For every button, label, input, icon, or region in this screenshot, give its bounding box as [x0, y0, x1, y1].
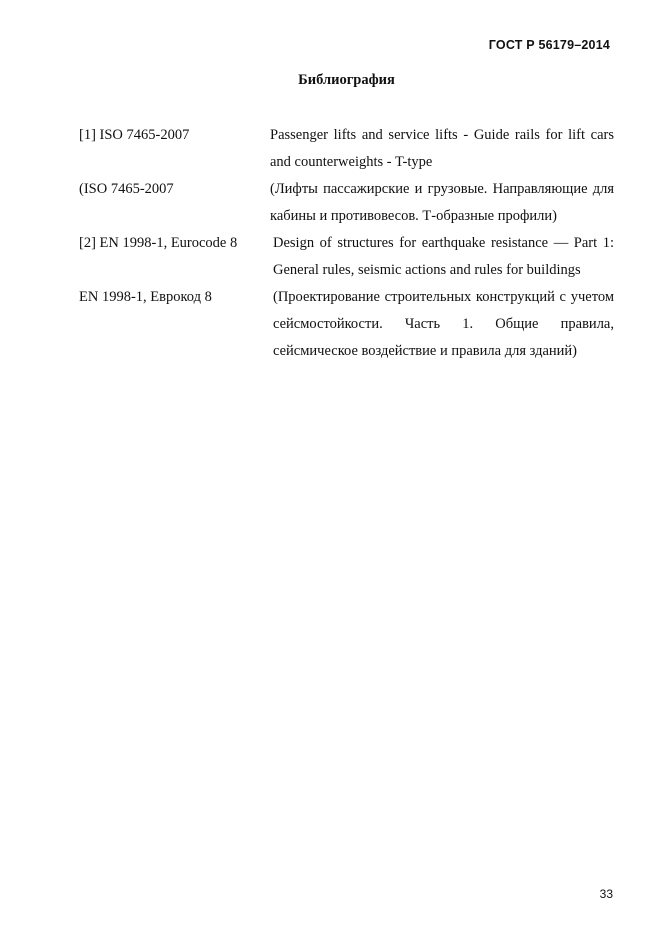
entry-reference: [2] EN 1998-1, Eurocode 8: [79, 235, 238, 251]
page-title: Библиография: [298, 72, 395, 88]
bibliography-entry: [79, 176, 614, 230]
entry-description: (Проектирование строительных конструкций с учетом сейсмостойкости. Часть 1. Общие правила, сейсмическое воздействие и правила для зданий): [273, 289, 614, 359]
entry-reference: (ISO 7465-2007: [79, 181, 174, 197]
entry-reference: EN 1998-1, Еврокод 8: [79, 289, 212, 305]
entry-description: Design of structures for earthquake resistance — Part 1: General rules, seismic actions and rules for buildings: [273, 235, 614, 278]
page-number: 33: [599, 887, 613, 901]
bibliography-entry: [79, 230, 614, 284]
bibliography-entry: [79, 284, 614, 365]
document-code: ГОСТ Р 56179–2014: [488, 38, 610, 52]
entry-reference: [1] ISO 7465-2007: [79, 127, 190, 143]
bibliography-list: [79, 122, 614, 365]
entry-description: Passenger lifts and service lifts - Guide rails for lift cars and counterweights - T-type: [270, 127, 614, 170]
bibliography-entry: [79, 122, 614, 176]
entry-description: (Лифты пассажирские и грузовые. Направляющие для кабины и противовесов. Т-образные профили): [270, 181, 614, 224]
